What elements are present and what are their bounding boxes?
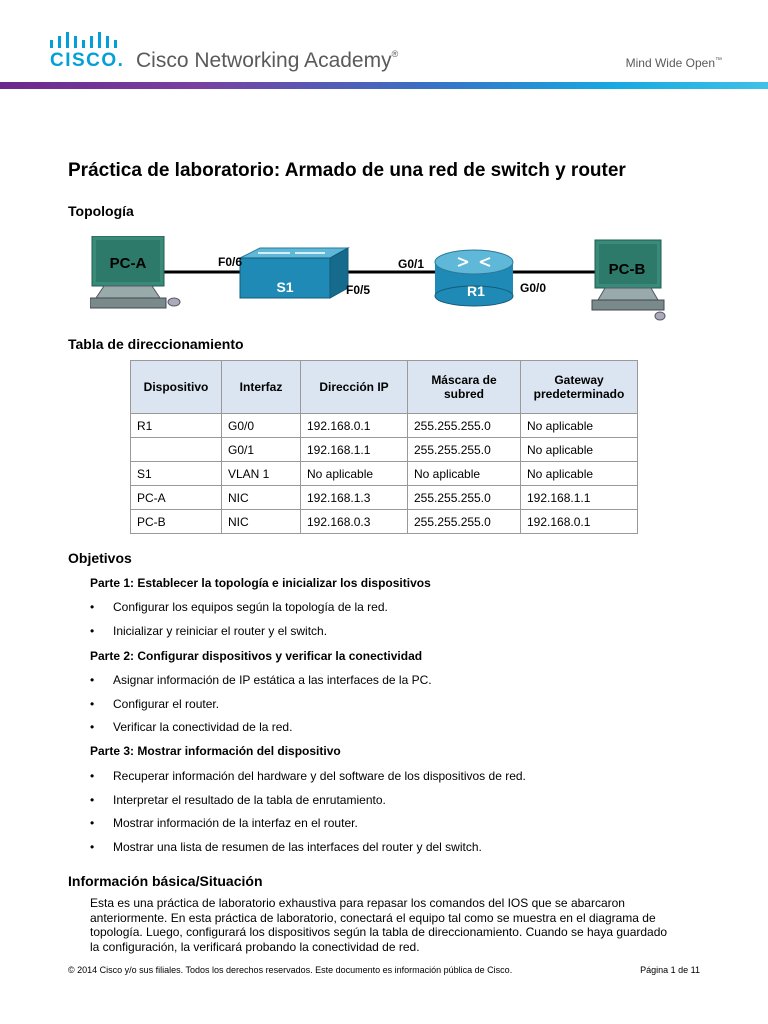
background-heading: Información básica/Situación: [68, 873, 263, 889]
cell: 192.168.0.3: [301, 510, 408, 534]
switch-s1-label: S1: [276, 279, 294, 295]
table-row: [131, 414, 638, 438]
cell: NIC: [222, 510, 301, 534]
cell: No aplicable: [301, 462, 408, 486]
col-header: Máscara de subred: [408, 361, 521, 414]
port-label-f06: F0/6: [218, 255, 243, 269]
cell: 192.168.0.1: [301, 414, 408, 438]
table-row: [131, 462, 638, 486]
page-header: [0, 0, 768, 92]
cell: 192.168.0.1: [521, 510, 638, 534]
cell: PC-A: [131, 486, 222, 510]
addressing-heading: Tabla de direccionamiento: [68, 336, 244, 352]
cell: No aplicable: [521, 438, 638, 462]
col-header: Interfaz: [222, 361, 301, 414]
footer-copyright: © 2014 Cisco y/o sus filiales. Todos los derechos reservados. Este documento es información pública de Cisco.: [68, 965, 513, 975]
switch-s1-icon: [240, 248, 348, 298]
addressing-table: [130, 360, 638, 534]
cell: [131, 438, 222, 462]
cell: 192.168.1.1: [301, 438, 408, 462]
background-paragraph: Esta es una práctica de laboratorio exhaustiva para repasar los comandos del IOS que se abarcaron anteriormente. En esta práctica de laboratorio, conectará el equipo tal como se muestra en el diagrama de topología. Luego, configurará los dispositivos según la tabla de direccionamiento. Cuando se haya guardado la configuración, la verificará probando la conectividad de red.: [90, 896, 668, 954]
cisco-wordmark: CISCO.: [50, 50, 125, 71]
cell: PC-B: [131, 510, 222, 534]
cell: 255.255.255.0: [408, 438, 521, 462]
cell: R1: [131, 414, 222, 438]
pc-b-label: PC-B: [608, 261, 646, 278]
table-row: [131, 486, 638, 510]
cisco-logo-bars-icon: [50, 32, 118, 48]
port-label-g00: G0/0: [520, 281, 547, 295]
cell: 192.168.1.3: [301, 486, 408, 510]
router-r1-label: R1: [467, 283, 485, 299]
topology-heading: Topología: [68, 203, 134, 219]
cell: NIC: [222, 486, 301, 510]
cell: G0/1: [222, 438, 301, 462]
cell: No aplicable: [521, 462, 638, 486]
header-stripe: [0, 82, 768, 89]
pc-b-icon: [592, 240, 665, 320]
footer-page-number: Página 1 de 11: [640, 965, 700, 975]
part-1-title: Parte 1: Establecer la topología e inicializar los dispositivos: [90, 576, 431, 590]
cell: 255.255.255.0: [408, 510, 521, 534]
cell: No aplicable: [521, 414, 638, 438]
tagline: Mind Wide Open™: [625, 56, 722, 70]
col-header: Dirección IP: [301, 361, 408, 414]
cell: 255.255.255.0: [408, 486, 521, 510]
cell: VLAN 1: [222, 462, 301, 486]
page-title: Práctica de laboratorio: Armado de una red de switch y router: [68, 160, 626, 181]
col-header: Gateway predeterminado: [521, 361, 638, 414]
topology-diagram: [90, 236, 680, 326]
academy-name: Cisco Networking Academy®: [136, 49, 399, 72]
objectives-heading: Objetivos: [68, 550, 132, 566]
cell: No aplicable: [408, 462, 521, 486]
cell: 255.255.255.0: [408, 414, 521, 438]
col-header: Dispositivo: [131, 361, 222, 414]
port-label-g01: G0/1: [398, 257, 425, 271]
pc-a-label: PC-A: [109, 255, 147, 272]
part-3-title: Parte 3: Mostrar información del dispositivo: [90, 744, 341, 758]
cell: G0/0: [222, 414, 301, 438]
cell: S1: [131, 462, 222, 486]
port-label-f05: F0/5: [346, 283, 371, 297]
part-2-title: Parte 2: Configurar dispositivos y verificar la conectividad: [90, 649, 423, 663]
table-row: [131, 510, 638, 534]
table-row: [131, 438, 638, 462]
cell: 192.168.1.1: [521, 486, 638, 510]
